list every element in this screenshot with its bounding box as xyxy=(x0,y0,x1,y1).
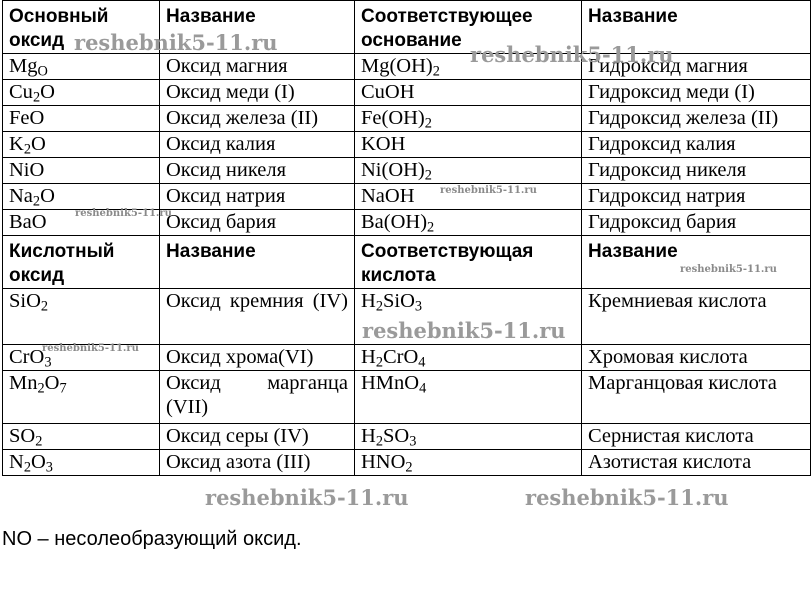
formula-part: Mg xyxy=(9,55,38,77)
watermark: reshebnik5-11.ru xyxy=(75,208,172,219)
formula-part: O xyxy=(40,81,55,103)
header-cell: Соответствующее основание xyxy=(355,1,582,54)
header-cell: Соответствующая кислота xyxy=(355,236,582,289)
oxide-formula xyxy=(3,450,160,476)
base-name: Гидроксид бария xyxy=(582,210,811,236)
header-cell: Кислотный оксид xyxy=(3,236,160,289)
formula-subscript: 4 xyxy=(419,380,427,397)
formula-subscript: 2 xyxy=(23,459,31,476)
formula-part: NiO xyxy=(9,159,45,181)
formula-subscript: 3 xyxy=(409,433,417,450)
formula-subscript: 2 xyxy=(23,141,31,158)
watermark: reshebnik5-11.ru xyxy=(42,343,139,354)
formula-part: O xyxy=(40,185,55,207)
acid-formula xyxy=(355,450,582,476)
formula-part: SiO xyxy=(9,290,41,312)
oxide-name: Оксид кремния (IV) xyxy=(160,289,355,345)
oxide-name: Оксид серы (IV) xyxy=(160,424,355,450)
oxide-formula xyxy=(3,210,160,236)
acid-name: Марганцовая кислота xyxy=(582,371,811,424)
oxide-formula xyxy=(3,345,160,371)
basic-header-row xyxy=(3,1,811,54)
oxide-formula xyxy=(3,106,160,132)
oxides-table xyxy=(2,0,811,476)
formula-subscript: 2 xyxy=(427,219,435,236)
formula-subscript: 2 xyxy=(405,459,413,476)
header-cell: Название xyxy=(160,236,355,289)
oxide-formula xyxy=(3,132,160,158)
formula-part: Mn xyxy=(9,372,38,394)
base-name: Гидроксид магния xyxy=(582,54,811,80)
header-cell: Основный оксид xyxy=(3,1,160,54)
formula-subscript: 4 xyxy=(418,354,426,371)
oxide-name: Оксид железа (II) xyxy=(160,106,355,132)
base-name: Гидроксид калия xyxy=(582,132,811,158)
formula-part: Fe(OH) xyxy=(361,107,425,129)
basic-oxides-body xyxy=(3,54,811,236)
oxide-name: Оксид калия xyxy=(160,132,355,158)
formula-subscript: 3 xyxy=(44,354,52,371)
oxide-name: Оксид азота (III) xyxy=(160,450,355,476)
base-name: Гидроксид железа (II) xyxy=(582,106,811,132)
formula-part: O xyxy=(30,133,46,155)
formula-part: Cu xyxy=(9,81,33,103)
watermark: reshebnik5-11.ru xyxy=(680,264,777,275)
watermark: reshebnik5-11.ru xyxy=(205,485,409,510)
oxide-name: Оксид никеля xyxy=(160,158,355,184)
acid-formula xyxy=(355,424,582,450)
oxide-formula xyxy=(3,158,160,184)
formula-part: SiO xyxy=(382,290,415,312)
basic-oxide-row xyxy=(3,132,811,158)
oxide-name: Оксид меди (I) xyxy=(160,80,355,106)
oxide-formula xyxy=(3,184,160,210)
formula-part: KOH xyxy=(361,133,406,155)
watermark: reshebnik5-11.ru xyxy=(362,318,566,343)
formula-subscript: 2 xyxy=(32,193,41,210)
base-formula xyxy=(355,54,582,80)
formula-subscript: 2 xyxy=(432,63,440,80)
formula-subscript: 2 xyxy=(424,167,432,184)
watermark: reshebnik5-11.ru xyxy=(74,30,278,55)
formula-subscript: 7 xyxy=(59,380,67,397)
formula-part: H xyxy=(361,346,376,368)
formula-part: BaO xyxy=(9,211,47,233)
oxide-formula xyxy=(3,80,160,106)
oxide-name: Оксид натрия xyxy=(160,184,355,210)
base-formula xyxy=(355,210,582,236)
oxide-formula xyxy=(3,289,160,345)
formula-part: O xyxy=(30,451,46,473)
formula-subscript: 2 xyxy=(375,298,383,315)
formula-part: K xyxy=(9,133,24,155)
basic-oxide-row xyxy=(3,158,811,184)
oxide-name: Оксид бария xyxy=(160,210,355,236)
acid-name: Азотистая кислота xyxy=(582,450,811,476)
acid-formula xyxy=(355,289,582,345)
formula-part: H xyxy=(361,290,376,312)
formula-part: CrO xyxy=(9,346,45,368)
formula-subscript: 2 xyxy=(40,298,49,315)
formula-part: HMnO xyxy=(361,372,420,394)
formula-subscript: 2 xyxy=(375,433,383,450)
formula-part: HNO xyxy=(361,451,406,473)
oxide-formula xyxy=(3,54,160,80)
base-formula xyxy=(355,80,582,106)
acid-name: Кремниевая кислота xyxy=(582,289,811,345)
formula-subscript: 2 xyxy=(32,89,41,106)
acid-oxide-row xyxy=(3,371,811,424)
formula-subscript: 2 xyxy=(375,354,383,371)
acid-oxide-row xyxy=(3,289,811,345)
formula-part: CuOH xyxy=(361,81,415,103)
oxide-formula xyxy=(3,371,160,424)
oxide-name: Оксид марганца (VII) xyxy=(160,371,355,424)
header-cell: Название xyxy=(160,1,355,54)
formula-part: FeO xyxy=(9,107,45,129)
formula-subscript: 3 xyxy=(414,298,423,315)
acid-formula xyxy=(355,371,582,424)
oxide-name: Оксид магния xyxy=(160,54,355,80)
acid-oxides-body xyxy=(3,289,811,476)
basic-oxide-row xyxy=(3,54,811,80)
footnote: NO – несолеобразующий оксид. xyxy=(2,528,302,550)
base-name: Гидроксид никеля xyxy=(582,158,811,184)
acid-oxide-row xyxy=(3,345,811,371)
formula-subscript: 2 xyxy=(424,115,432,132)
oxide-formula xyxy=(3,424,160,450)
formula-part: SO xyxy=(9,425,36,447)
header-cell: Название xyxy=(582,236,811,289)
formula-subscript: 2 xyxy=(37,380,45,397)
watermark: reshebnik5-11.ru xyxy=(470,42,674,67)
base-name: Гидроксид меди (I) xyxy=(582,80,811,106)
formula-part: O xyxy=(44,372,60,394)
formula-part: Mg(OH) xyxy=(361,55,433,77)
basic-oxide-row xyxy=(3,184,811,210)
formula-part: Na xyxy=(9,185,33,207)
oxide-name: Оксид хрома(VI) xyxy=(160,345,355,371)
acid-formula xyxy=(355,345,582,371)
watermark: reshebnik5-11.ru xyxy=(440,185,537,196)
acid-name: Хромовая кислота xyxy=(582,345,811,371)
base-formula xyxy=(355,184,582,210)
base-formula xyxy=(355,158,582,184)
formula-part: Ba(OH) xyxy=(361,211,428,233)
basic-oxide-row xyxy=(3,210,811,236)
formula-subscript: O xyxy=(37,63,48,80)
base-formula xyxy=(355,132,582,158)
header-cell: Название xyxy=(582,1,811,54)
formula-part: N xyxy=(9,451,24,473)
formula-part: Ni(OH) xyxy=(361,159,425,181)
formula-part: H xyxy=(361,425,376,447)
formula-part: NaOH xyxy=(361,185,415,207)
base-name: Гидроксид натрия xyxy=(582,184,811,210)
base-formula xyxy=(355,106,582,132)
formula-subscript: 2 xyxy=(35,433,43,450)
watermark: reshebnik5-11.ru xyxy=(525,485,729,510)
formula-part: SO xyxy=(382,425,410,447)
acid-name: Сернистая кислота xyxy=(582,424,811,450)
formula-subscript: 3 xyxy=(45,459,53,476)
acid-oxide-row xyxy=(3,450,811,476)
basic-oxide-row xyxy=(3,80,811,106)
basic-oxide-row xyxy=(3,106,811,132)
formula-part: CrO xyxy=(382,346,419,368)
acid-header-row xyxy=(3,236,811,289)
acid-oxide-row xyxy=(3,424,811,450)
